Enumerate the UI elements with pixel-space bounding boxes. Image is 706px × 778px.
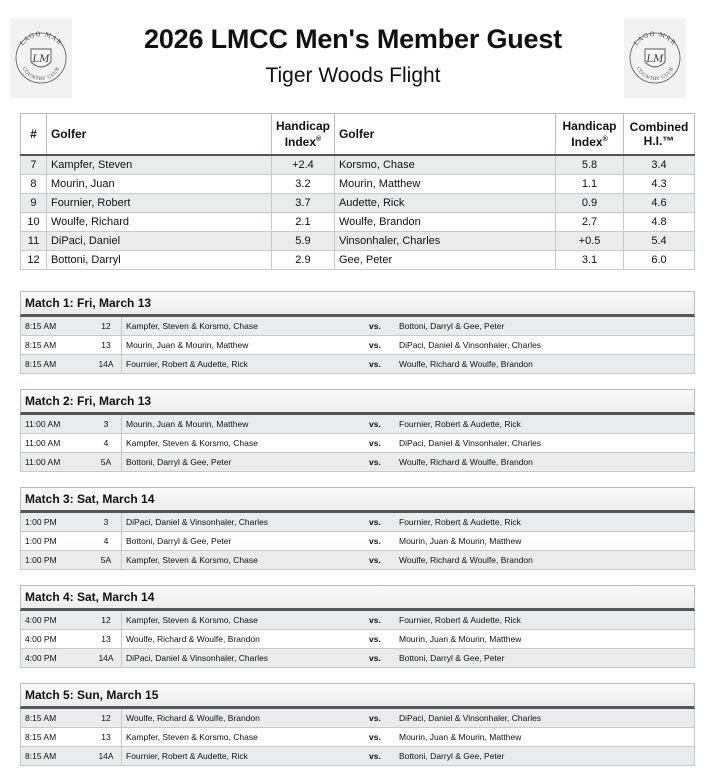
svg-text:COUNTRY CLUB: COUNTRY CLUB <box>634 66 676 83</box>
match-block <box>20 291 695 374</box>
golfer-name: Mourin, Juan <box>46 175 271 194</box>
match-row <box>20 747 695 766</box>
match-row <box>20 513 695 532</box>
col-header-golfer: Golfer <box>334 114 555 156</box>
team-one: Woulfe, Richard & Woulfe, Brandon <box>126 634 260 644</box>
combined-index: 6.0 <box>624 251 695 270</box>
versus-label: vs. <box>369 732 381 742</box>
column-divider <box>121 611 122 629</box>
pairings-table <box>20 113 695 270</box>
golfer-name: Korsmo, Chase <box>334 155 555 175</box>
team-one: DiPaci, Daniel & Vinsonhaler, Charles <box>126 653 269 663</box>
team-one: Kampfer, Steven & Korsmo, Chase <box>126 321 258 331</box>
tee-time: 1:00 PM <box>25 536 57 546</box>
golfer-name: Mourin, Matthew <box>334 175 555 194</box>
match-title: Match 2: Fri, March 13 <box>20 389 695 415</box>
combined-index: 5.4 <box>624 232 695 251</box>
column-divider <box>121 317 122 335</box>
team-two: Bottoni, Darryl & Gee, Peter <box>399 751 505 761</box>
versus-label: vs. <box>369 615 381 625</box>
match-row <box>20 709 695 728</box>
column-divider <box>121 532 122 550</box>
combined-index: 3.4 <box>624 155 695 175</box>
starting-hole: 14A <box>98 359 114 369</box>
handicap-index: 5.8 <box>556 155 624 175</box>
col-header-label: H.I.™ <box>643 134 675 148</box>
starting-hole: 3 <box>103 419 109 429</box>
column-divider <box>121 649 122 667</box>
column-divider <box>121 355 122 373</box>
svg-text:LAGO MAR: LAGO MAR <box>18 30 64 48</box>
versus-label: vs. <box>369 653 381 663</box>
col-header-label: Handicap <box>275 119 330 133</box>
column-divider <box>121 709 122 727</box>
versus-label: vs. <box>369 419 381 429</box>
versus-label: vs. <box>369 438 381 448</box>
col-header-number: # <box>21 114 47 156</box>
col-header-golfer: Golfer <box>46 114 271 156</box>
match-block <box>20 389 695 472</box>
versus-label: vs. <box>369 751 381 761</box>
golfer-name: Kampfer, Steven <box>46 155 271 175</box>
team-two: Fournier, Robert & Audette, Rick <box>399 419 521 429</box>
versus-label: vs. <box>369 340 381 350</box>
match-title: Match 5: Sun, March 15 <box>20 683 695 709</box>
svg-text:LAGO MAR: LAGO MAR <box>632 30 678 48</box>
versus-label: vs. <box>369 713 381 723</box>
tee-time: 8:15 AM <box>25 751 57 761</box>
table-row <box>21 194 695 213</box>
match-row <box>20 551 695 570</box>
combined-index: 4.8 <box>624 213 695 232</box>
team-two: Fournier, Robert & Audette, Rick <box>399 615 521 625</box>
handicap-index: 2.9 <box>271 251 334 270</box>
team-two: Fournier, Robert & Audette, Rick <box>399 517 521 527</box>
column-divider <box>121 453 122 471</box>
handicap-index: +2.4 <box>271 155 334 175</box>
table-row <box>21 155 695 175</box>
team-two: DiPaci, Daniel & Vinsonhaler, Charles <box>399 713 542 723</box>
match-row <box>20 415 695 434</box>
column-divider <box>121 336 122 354</box>
match-row <box>20 611 695 630</box>
team-number: 9 <box>21 194 47 213</box>
tee-time: 1:00 PM <box>25 517 57 527</box>
starting-hole: 4 <box>103 536 109 546</box>
team-one: Mourin, Juan & Mourin, Matthew <box>126 340 249 350</box>
handicap-index: 1.1 <box>556 175 624 194</box>
team-two: Woulfe, Richard & Woulfe, Brandon <box>399 555 533 565</box>
tee-time: 4:00 PM <box>25 653 57 663</box>
col-header-label: Index <box>571 135 603 149</box>
handicap-index: 2.1 <box>271 213 334 232</box>
svg-text:LM: LM <box>646 54 664 65</box>
golfer-name: Woulfe, Richard <box>46 213 271 232</box>
combined-index: 4.3 <box>624 175 695 194</box>
tee-time: 4:00 PM <box>25 615 57 625</box>
starting-hole: 12 <box>101 713 111 723</box>
table-row <box>21 232 695 251</box>
tee-time: 8:15 AM <box>25 713 57 723</box>
match-title: Match 1: Fri, March 13 <box>20 291 695 317</box>
team-two: Bottoni, Darryl & Gee, Peter <box>399 653 505 663</box>
team-two: Woulfe, Richard & Woulfe, Brandon <box>399 457 533 467</box>
tee-time: 11:00 AM <box>25 457 61 467</box>
starting-hole: 12 <box>101 615 111 625</box>
team-number: 12 <box>21 251 47 270</box>
tee-time: 1:00 PM <box>25 555 57 565</box>
column-divider <box>121 747 122 765</box>
match-row <box>20 453 695 472</box>
team-number: 8 <box>21 175 47 194</box>
handicap-index: 5.9 <box>271 232 334 251</box>
col-header-handicap <box>556 114 624 156</box>
column-divider <box>121 728 122 746</box>
team-two: Mourin, Juan & Mourin, Matthew <box>399 536 522 546</box>
match-row <box>20 532 695 551</box>
table-row <box>21 175 695 194</box>
registered-mark: ® <box>316 136 322 143</box>
versus-label: vs. <box>369 536 381 546</box>
versus-label: vs. <box>369 555 381 565</box>
column-divider <box>121 434 122 452</box>
page-header <box>0 0 706 108</box>
golfer-name: Woulfe, Brandon <box>334 213 555 232</box>
tee-time: 11:00 AM <box>25 438 61 448</box>
tee-time: 8:15 AM <box>25 359 57 369</box>
tee-time: 8:15 AM <box>25 340 57 350</box>
col-header-handicap <box>271 114 334 156</box>
match-row <box>20 649 695 668</box>
team-one: Mourin, Juan & Mourin, Matthew <box>126 419 249 429</box>
team-two: Mourin, Juan & Mourin, Matthew <box>399 634 522 644</box>
match-row <box>20 355 695 374</box>
match-block <box>20 585 695 668</box>
tee-time: 4:00 PM <box>25 634 57 644</box>
team-one: Kampfer, Steven & Korsmo, Chase <box>126 438 258 448</box>
versus-label: vs. <box>369 517 381 527</box>
golfer-name: DiPaci, Daniel <box>46 232 271 251</box>
handicap-index: 0.9 <box>556 194 624 213</box>
team-one: Kampfer, Steven & Korsmo, Chase <box>126 732 258 742</box>
starting-hole: 5A <box>100 457 112 467</box>
column-divider <box>121 630 122 648</box>
match-row <box>20 336 695 355</box>
versus-label: vs. <box>369 321 381 331</box>
column-divider <box>121 415 122 433</box>
col-header-combined <box>624 114 695 156</box>
team-number: 7 <box>21 155 47 175</box>
match-row <box>20 630 695 649</box>
team-number: 10 <box>21 213 47 232</box>
starting-hole: 13 <box>101 634 111 644</box>
team-one: Woulfe, Richard & Woulfe, Brandon <box>126 713 260 723</box>
handicap-index: 3.1 <box>556 251 624 270</box>
starting-hole: 12 <box>101 321 111 331</box>
club-crest-icon <box>624 18 686 98</box>
pairings-header-row <box>21 114 695 156</box>
svg-text:COUNTRY CLUB: COUNTRY CLUB <box>20 66 62 83</box>
table-row <box>21 213 695 232</box>
table-row <box>21 251 695 270</box>
versus-label: vs. <box>369 359 381 369</box>
match-row <box>20 317 695 336</box>
tee-time: 8:15 AM <box>25 732 57 742</box>
starting-hole: 14A <box>98 751 114 761</box>
team-one: Bottoni, Darryl & Gee, Peter <box>126 457 232 467</box>
match-row <box>20 434 695 453</box>
team-two: Mourin, Juan & Mourin, Matthew <box>399 732 522 742</box>
svg-text:LM: LM <box>32 54 50 65</box>
starting-hole: 14A <box>98 653 114 663</box>
handicap-index: +0.5 <box>556 232 624 251</box>
registered-mark: ® <box>602 136 608 143</box>
team-one: Bottoni, Darryl & Gee, Peter <box>126 536 232 546</box>
handicap-index: 3.7 <box>271 194 334 213</box>
team-two: DiPaci, Daniel & Vinsonhaler, Charles <box>399 340 542 350</box>
team-two: DiPaci, Daniel & Vinsonhaler, Charles <box>399 438 542 448</box>
team-two: Woulfe, Richard & Woulfe, Brandon <box>399 359 533 369</box>
golfer-name: Gee, Peter <box>334 251 555 270</box>
combined-index: 4.6 <box>624 194 695 213</box>
starting-hole: 13 <box>101 732 111 742</box>
team-one: Kampfer, Steven & Korsmo, Chase <box>126 615 258 625</box>
match-block <box>20 487 695 570</box>
versus-label: vs. <box>369 634 381 644</box>
match-row <box>20 728 695 747</box>
golfer-name: Audette, Rick <box>334 194 555 213</box>
tee-time: 11:00 AM <box>25 419 61 429</box>
golfer-name: Fournier, Robert <box>46 194 271 213</box>
column-divider <box>121 513 122 531</box>
team-one: Fournier, Robert & Audette, Rick <box>126 751 248 761</box>
starting-hole: 5A <box>100 555 112 565</box>
match-title: Match 3: Sat, March 14 <box>20 487 695 513</box>
starting-hole: 3 <box>103 517 109 527</box>
column-divider <box>121 551 122 569</box>
team-one: DiPaci, Daniel & Vinsonhaler, Charles <box>126 517 269 527</box>
starting-hole: 13 <box>101 340 111 350</box>
page-subtitle: Tiger Woods Flight <box>265 64 441 87</box>
team-two: Bottoni, Darryl & Gee, Peter <box>399 321 505 331</box>
starting-hole: 4 <box>103 438 109 448</box>
club-logo-right <box>624 18 686 98</box>
col-header-label: Index <box>284 135 317 149</box>
col-header-label: Handicap <box>562 119 617 133</box>
team-one: Fournier, Robert & Audette, Rick <box>126 359 248 369</box>
team-number: 11 <box>21 232 47 251</box>
team-one: Kampfer, Steven & Korsmo, Chase <box>126 555 258 565</box>
tee-time: 8:15 AM <box>25 321 57 331</box>
golfer-name: Bottoni, Darryl <box>46 251 271 270</box>
match-block <box>20 683 695 766</box>
handicap-index: 2.7 <box>556 213 624 232</box>
handicap-index: 3.2 <box>271 175 334 194</box>
page-title: 2026 LMCC Men's Member Guest <box>144 24 562 54</box>
golfer-name: Vinsonhaler, Charles <box>334 232 555 251</box>
versus-label: vs. <box>369 457 381 467</box>
match-title: Match 4: Sat, March 14 <box>20 585 695 611</box>
col-header-label: Combined <box>629 120 689 134</box>
